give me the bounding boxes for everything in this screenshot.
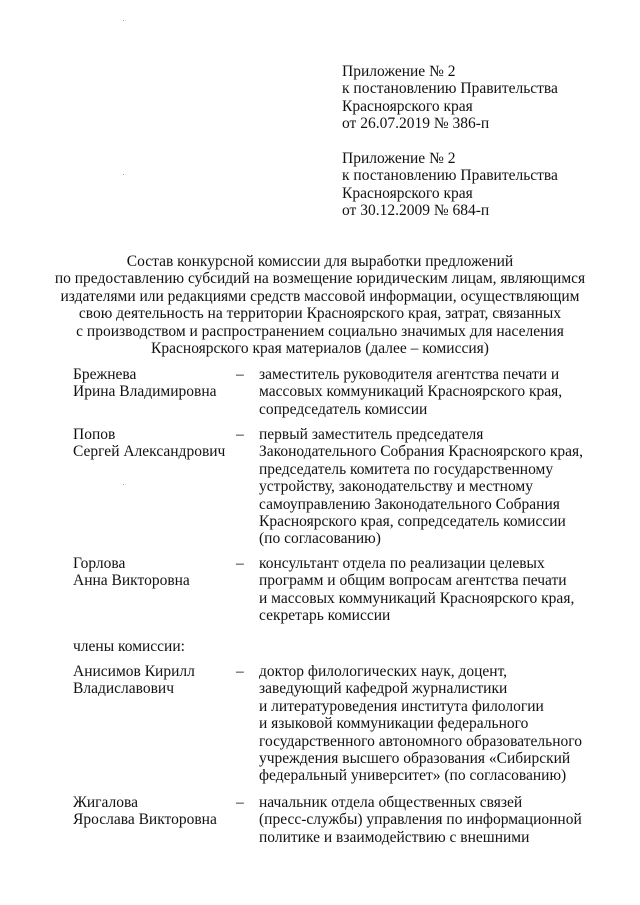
member-role-line: программ и общим вопросам агентства печати [259,572,567,590]
scan-speck [123,20,124,21]
member-role-line: государственного автономного образовательного [259,732,582,750]
member-role [259,794,609,846]
title-line: с производством и распространением социально значимых для населения [76,322,564,340]
member-name-line: Анна Викторовна [73,572,190,590]
appendix-line: к постановлению Правительства [342,80,558,98]
member-name-line: Сергей Александрович [73,443,226,461]
member-name [73,426,233,461]
member-name-line: Брежнева [73,366,137,383]
member-role [259,663,609,785]
member-name-line: Попов [73,426,116,443]
dash-separator: – [236,663,244,680]
member-role-line: заместитель руководителя агентства печати и [259,366,560,383]
member-role-line: Законодательного Собрания Красноярского края, [259,443,584,461]
member-role [259,366,609,418]
member-name-line: Владиславович [73,680,174,698]
member-role-line: доктор филологических наук, доцент, [259,663,508,680]
member-role-line: и массовых коммуникаций Красноярского края, [259,589,575,607]
member-role-line: председатель комитета по государственному [259,460,554,478]
member-role-line: первый заместитель председателя [259,426,484,443]
member-role-line: и литературоведения института филологии [259,697,544,715]
dash-separator: – [236,555,244,572]
member-role-line: заведующий кафедрой журналистики [259,680,508,698]
member-name [73,663,233,698]
appendix-header [342,63,558,133]
member-name-line: Ирина Владимировна [73,383,217,401]
title-line: по предоставлению субсидий на возмещение юридическим лицам, являющимся [54,270,586,288]
appendix-header [342,150,558,220]
title-line: Состав конкурсной комиссии для выработки предложений [126,253,514,270]
title-line: Красноярского края материалов (далее – комиссия) [151,340,489,358]
member-name [73,794,233,829]
appendix-line: Приложение № 2 [342,63,456,80]
member-role-line: Красноярского края, сопредседатель комиссии [259,513,566,531]
member-role [259,426,609,548]
appendix-line: Красноярского края [342,97,473,115]
appendix-line: от 26.07.2019 № 386-п [342,115,490,133]
member-name-line: Жигалова [73,794,139,811]
dash-separator: – [236,426,244,443]
member-role-line: консультант отдела по реализации целевых [259,555,545,572]
dash-separator: – [236,794,244,811]
title-line: издателями или редакциями средств массовой информации, осуществляющим [60,287,580,305]
member-role-line: политике и взаимодействию с внешними [259,828,530,846]
appendix-line: Красноярского края [342,184,473,202]
member-role-line: федеральный университет» (по согласованию) [259,767,567,785]
appendix-line: к постановлению Правительства [342,167,558,185]
member-role-line: начальник отдела общественных связей [259,794,523,811]
member-role-line: (пресс-службы) управления по информационной [259,811,582,829]
member-name-line: Ярослава Викторовна [73,811,217,829]
member-role-line: сопредседатель комиссии [259,400,428,418]
member-role-line: устройству, законодательству и местному [259,478,533,496]
member-role-line: массовых коммуникаций Красноярского края, [259,383,563,401]
title-line: свою деятельность на территории Красноярского края, затрат, связанных [78,305,562,323]
appendix-line: Приложение № 2 [342,150,456,167]
member-name [73,555,233,590]
members-section-label: члены комиссии: [73,638,185,655]
scan-speck [123,174,124,175]
member-name-line: Горлова [73,555,126,572]
member-role-line: и языковой коммуникации федерального [259,715,529,733]
scan-speck [123,484,124,485]
appendix-line: от 30.12.2009 № 684-п [342,202,490,220]
member-role-line: самоуправлению Законодательного Собрания [259,495,560,513]
member-role-line: секретарь комиссии [259,607,391,625]
member-role-line: (по согласованию) [259,530,381,548]
dash-separator: – [236,366,244,383]
member-role-line: учреждения высшего образования «Сибирский [259,750,571,768]
member-role [259,555,609,625]
document-title [0,253,640,357]
member-name-line: Анисимов Кирилл [73,663,195,680]
member-name [73,366,233,401]
